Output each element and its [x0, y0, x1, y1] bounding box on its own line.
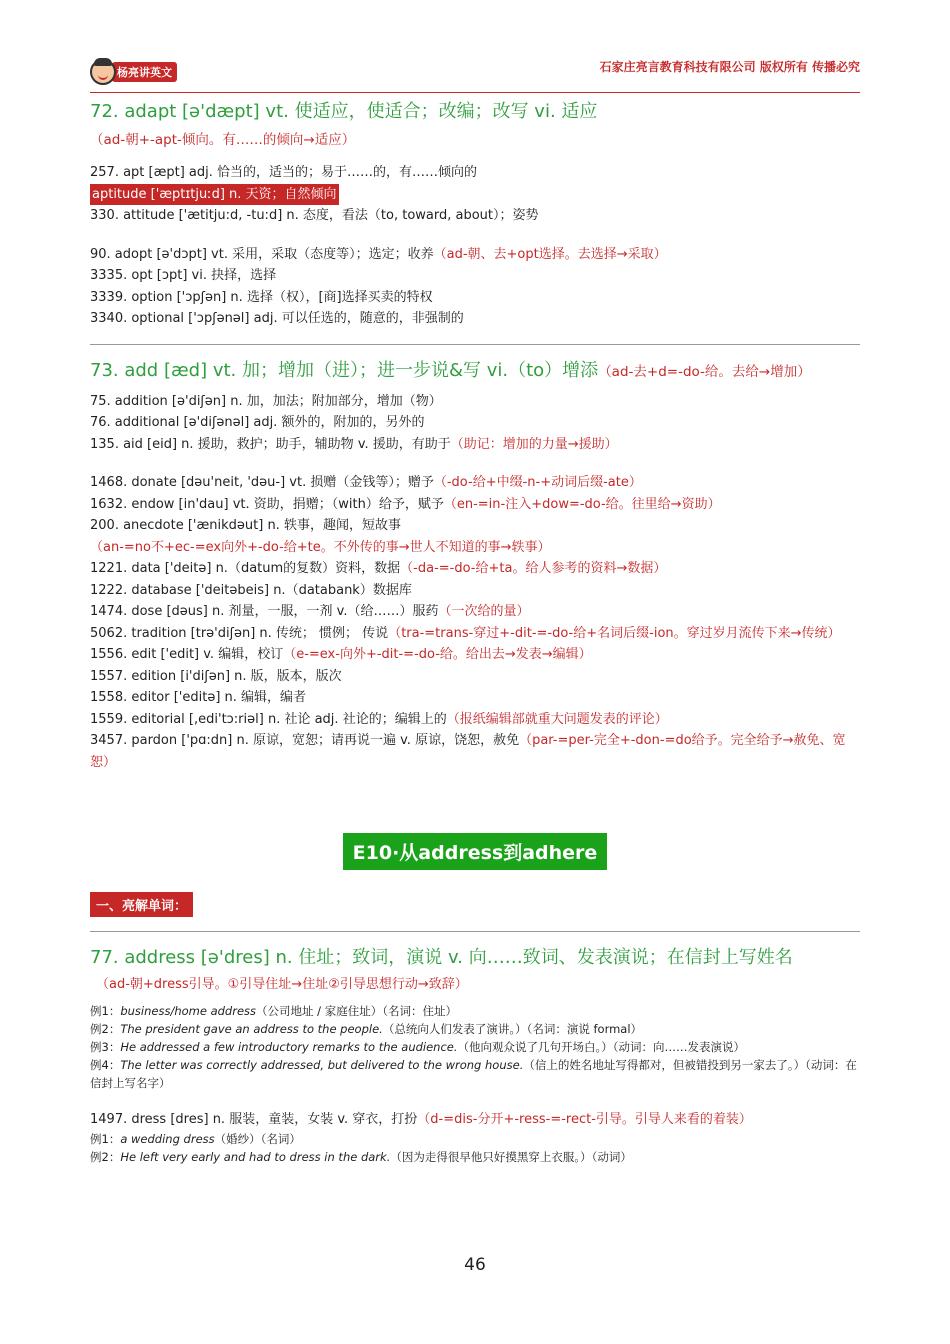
word-text: 1474. dose [dəus] n. 剂量，一服，一剂 v.（给……）服药 — [90, 604, 439, 619]
word-text: 1632. endow [in'dau] vt. 资助，捐赠；（with）给予，赋予 — [90, 496, 444, 512]
example-chinese: （因为走得很早他只好摸黑穿上衣服。）（动词） — [390, 1150, 632, 1164]
entry-title-text: 73. add [æd] vt. 加；增加（进）；进一步说&写 vi.（to）增添 — [90, 359, 599, 381]
word-line: 330. attitude ['ætitju:d, -tu:d] n. 态度，看法（to, toward, about）；姿势 — [90, 208, 539, 223]
section-tag: 一、亮解单词： — [90, 892, 193, 917]
example-english: The president gave an address to the people. — [120, 1021, 383, 1036]
word-text: 3457. pardon ['pɑ:dn] n. 原谅，宽恕；请再说一遍 v. 原谅，饶恕，赦免 — [90, 733, 520, 748]
entry-title-73 — [90, 357, 860, 386]
example-chinese: （公司地址 / 家庭住址）（名词：住址） — [256, 1003, 457, 1018]
word-etymology: （en-=in-注入+dow=-do-给。往里给→资助） — [443, 496, 721, 512]
word-line — [90, 623, 860, 645]
company-copyright: 石家庄亮言教育科技有限公司 版权所有 传播必究 — [599, 60, 860, 74]
example-english: a wedding dress — [120, 1132, 215, 1146]
word-line: 1557. edition [i'diʃən] n. 版，版本，版次 — [90, 668, 342, 684]
section-divider — [90, 344, 860, 345]
example-label: 例2： — [90, 1021, 121, 1036]
entry-etymology: （ad-朝+dress引导。①引导住址→住址②引导思想行动→致辞） — [96, 977, 468, 992]
example-line — [90, 1130, 860, 1148]
page-header — [90, 50, 860, 93]
word-line: 1558. editor ['editə] n. 编辑，编者 — [90, 690, 307, 705]
example-label: 例3： — [90, 1039, 121, 1054]
word-line: 1222. database ['deitəbeis] n.（databank）数据库 — [90, 582, 412, 598]
example-line — [90, 1038, 860, 1056]
example-line — [90, 1002, 860, 1020]
word-line — [90, 644, 860, 666]
word-line: 257. apt [æpt] adj. 恰当的，适当的；易于……的，有……倾向的 — [90, 165, 478, 180]
word-etymology: （tra-=trans-穿过+-dit-=-do-给+名词后缀-ion。穿过岁月流传下来→传统） — [388, 625, 841, 641]
word-line — [90, 494, 860, 516]
word-etymology: （一次给的量） — [438, 604, 530, 619]
highlight: aptitude ['æptɪtjuːd] n. 天资；自然倾向 — [90, 184, 339, 206]
example-chinese: （总统向人们发表了演讲。）（名词：演说 formal） — [382, 1021, 643, 1036]
word-line — [90, 601, 860, 623]
logo-text: 杨亮讲英文 — [112, 62, 177, 82]
example-label: 例4： — [90, 1057, 121, 1072]
logo-avatar-icon — [90, 59, 116, 85]
word-line: 75. addition [ə'diʃən] n. 加，加法；附加部分，增加（物） — [90, 393, 442, 409]
chapter-banner: E10·从address到adhere — [343, 833, 608, 870]
word-etymology: （e-=ex-向外+-dit-=-do-给。给出去→发表→编辑） — [283, 647, 592, 662]
example-chinese: （婚纱）（名词） — [214, 1132, 301, 1146]
highlighted-word-line — [90, 184, 860, 206]
example-english: business/home address — [120, 1003, 257, 1018]
word-line — [90, 558, 860, 580]
example-line — [90, 1020, 860, 1038]
example-label: 例1： — [90, 1132, 121, 1146]
word-line: 3335. opt [ɔpt] vi. 抉择，选择 — [90, 268, 277, 283]
entry-etymology: （ad-朝+-apt-倾向。有……的倾向→适应） — [90, 132, 356, 148]
page-number: 46 — [464, 1255, 486, 1275]
word-text: 90. adopt [ə'dɔpt] vt. 采用，采取（态度等）；选定；收养 — [90, 246, 434, 262]
word-text: 200. anecdote ['ænikdəut] n. 轶事，趣闻，短故事 — [90, 518, 401, 533]
entry-title-text: 72. adapt [ə'dæpt] vt. 使适应，使适合；改编；改写 vi. 适应 — [90, 101, 598, 122]
word-text: 1221. data ['deitə] n.（datum的复数）资料，数据 — [90, 561, 401, 576]
chapter-banner-wrap — [90, 833, 860, 870]
word-etymology: （an-=no不+ec-=ex向外+-do-给+te。不外传的事→世人不知道的事→轶事） — [90, 539, 551, 555]
example-label: 例2： — [90, 1150, 121, 1164]
example-english: He addressed a few introductory remarks to the audience. — [120, 1039, 458, 1054]
word-line — [90, 244, 860, 266]
word-line — [90, 434, 860, 456]
example-label: 例1： — [90, 1003, 121, 1018]
example-english: He left very early and had to dress in the dark. — [120, 1150, 391, 1164]
word-etymology: （报纸编辑部就重大问题发表的评论） — [446, 711, 668, 727]
word-etymology: （par-=per-完全+-don-=do给予。完全给予→赦免、宽恕） — [90, 733, 846, 770]
example-line — [90, 1148, 860, 1166]
word-line: 3339. option ['ɔpʃən] n. 选择（权），[商]选择买卖的特权 — [90, 289, 433, 305]
entry-etymology: （ad-去+d=-do-给。去给→增加） — [598, 363, 811, 380]
word-etymology: （d-=dis-分开+-ress-=-rect-引导。引导人来看的着装） — [417, 1111, 752, 1127]
word-etymology: （-do-给+中缀-n-+动词后缀-ate） — [433, 475, 642, 490]
word-text: 1559. editorial [,edi'tɔ:riəl] n. 社论 adj. 社论的；编辑上的 — [90, 711, 447, 727]
entry-title-77: 77. address [ə'dres] n. 住址；致词，演说 v. 向……致词、发表演说；在信封上写姓名 — [90, 947, 793, 968]
example-line — [90, 1056, 860, 1092]
word-etymology: （助记：增加的力量→援助） — [450, 436, 618, 452]
page-content — [90, 98, 860, 1166]
word-line — [90, 472, 860, 494]
example-chinese: （信上的姓名地址写得都对，但被错投到另一家去了。）（动词：在信封上写名字） — [90, 1057, 857, 1090]
word-text: 1497. dress [dres] n. 服装，童装，女装 v. 穿衣，打扮 — [90, 1111, 418, 1127]
word-text: 1468. donate [dəu'neit, 'dəu-] vt. 损赠（金钱等）；赠予 — [90, 475, 434, 490]
example-english: The letter was correctly addressed, but delivered to the wrong house. — [120, 1057, 524, 1072]
section-divider — [90, 931, 860, 932]
word-line — [90, 709, 860, 731]
entry-title-72 — [90, 98, 860, 154]
example-chinese: （他向观众说了几句开场白。）（动词：向……发表演说） — [457, 1039, 746, 1054]
word-text: 135. aid [eid] n. 援助，救护；助手，辅助物 v. 援助，有助于 — [90, 436, 451, 452]
word-line — [90, 515, 860, 558]
word-line — [90, 1109, 860, 1131]
word-line: 3340. optional ['ɔpʃənəl] adj. 可以任选的，随意的，非强制的 — [90, 311, 464, 326]
logo — [90, 56, 177, 88]
word-line — [90, 730, 860, 773]
word-etymology: （-da-=-do-给+ta。给人参考的资料→数据） — [400, 561, 667, 576]
word-text: 5062. tradition [trə'diʃən] n. 传统； 惯例； 传说 — [90, 625, 389, 641]
word-line: 76. additional [ə'diʃənəl] adj. 额外的，附加的，另外的 — [90, 415, 425, 430]
word-text: 1556. edit ['edit] v. 编辑，校订 — [90, 647, 284, 662]
word-etymology: （ad-朝、去+opt选择。去选择→采取） — [433, 246, 667, 262]
